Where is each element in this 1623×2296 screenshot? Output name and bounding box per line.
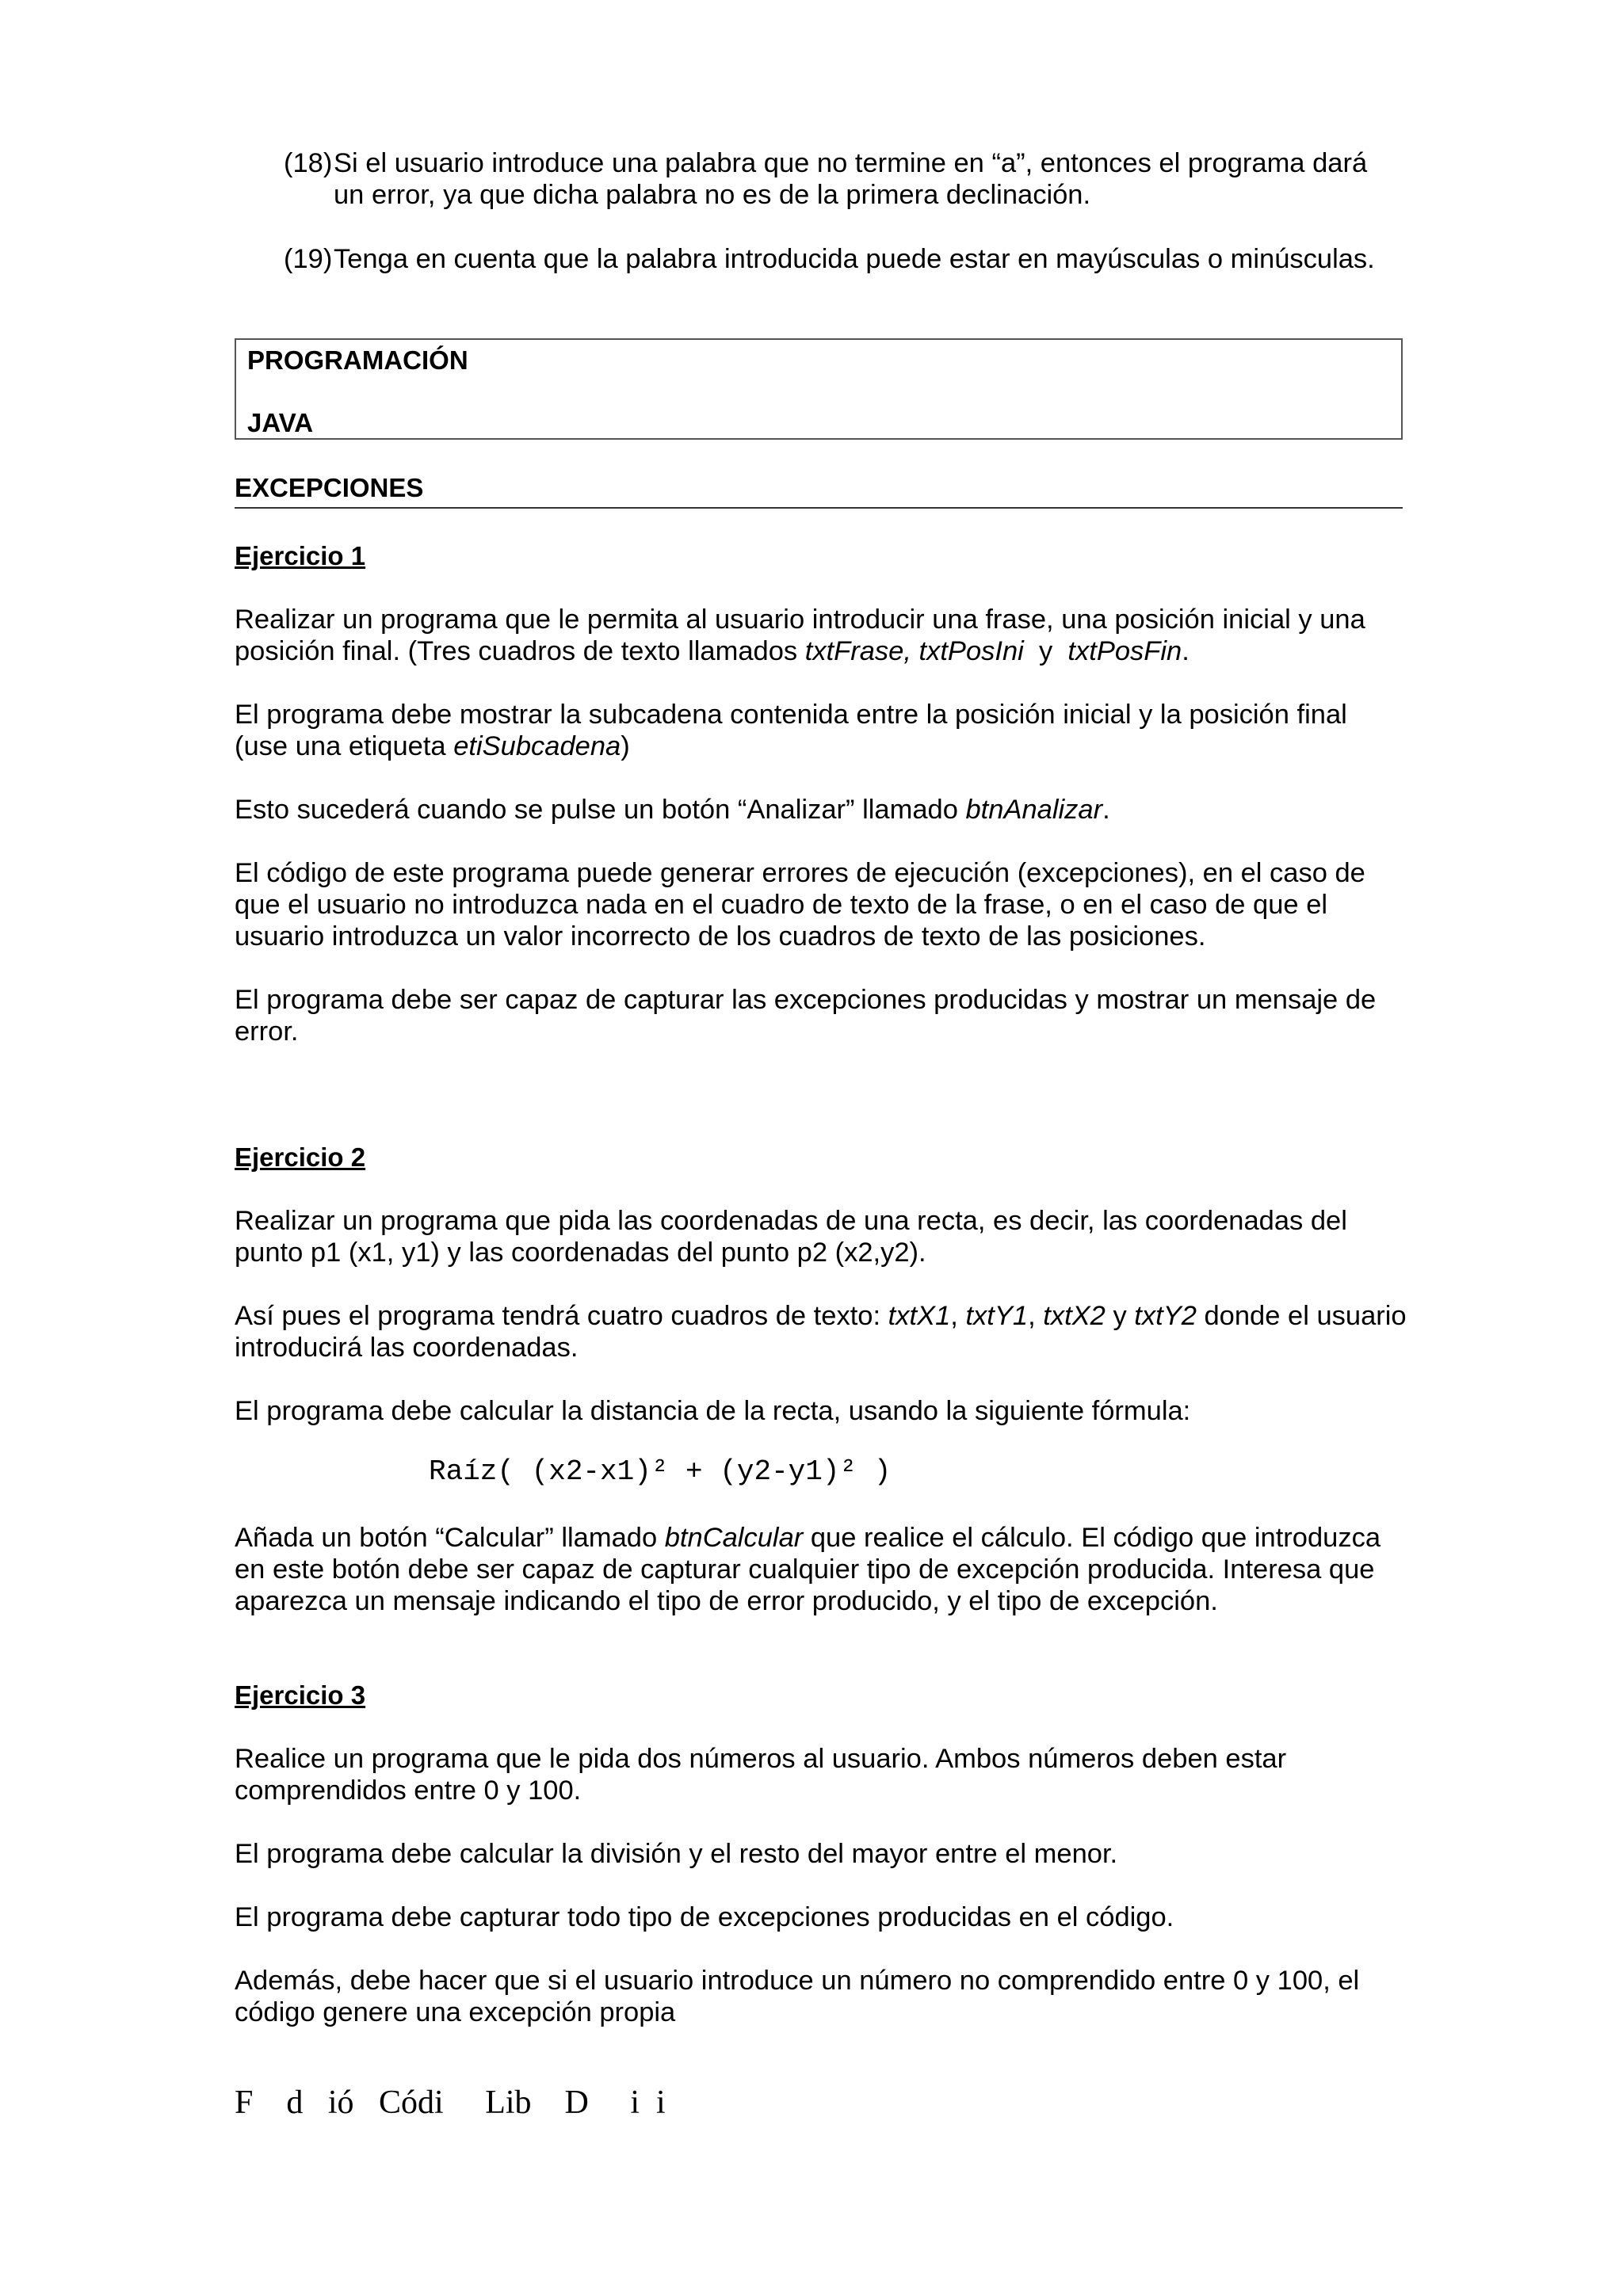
list-item-18	[284, 147, 1409, 211]
exercise-3-paragraph-1: Realice un programa que le pida dos números al usuario. Ambos números deben estar comprendidos entre 0 y 100.	[235, 1744, 1287, 1806]
exercise-2-paragraph-4: Añada un botón “Calcular” llamado btnCalcular que realice el cálculo. El código que introduzca en este botón debe ser capaz de capturar cualquier tipo de excepción producida. Interesa que aparezca un mensaje indicando el tipo de error producido, y el tipo de excepción.	[235, 1523, 1381, 1616]
code-identifier: txtFrase, txtPosIni	[804, 636, 1024, 666]
exercise-1-heading: Ejercicio 1	[235, 541, 366, 570]
section-title: EXCEPCIONES	[235, 473, 424, 502]
course-header-box	[235, 338, 1403, 440]
exercise-3-paragraph-4: Además, debe hacer que si el usuario introduce un número no comprendido entre 0 y 100, el código genere una excepción propia	[235, 1966, 1360, 2027]
exercise-2-paragraph-1: Realizar un programa que pida las coordenadas de una recta, es decir, las coordenadas del punto p1 (x1, y1) y las coordenadas del punto p2 (x2,y2).	[235, 1206, 1347, 1268]
code-identifier: etiSubcadena	[453, 731, 621, 761]
exercise-1-paragraph-1: Realizar un programa que le permita al usuario introducir una frase, una posición inicial y una posición final. (Tres cuadros de texto llamados txtFrase, txtPosIni y txtPosFin.	[235, 605, 1365, 666]
page-footer: F d ió Códi Lib D i i	[235, 2084, 666, 2121]
distance-formula: Raíz( (x2-x1)² + (y2-y1)² )	[429, 1455, 892, 1488]
course-subtitle: JAVA	[247, 408, 314, 437]
list-number: (18)	[284, 148, 333, 178]
list-item-19	[284, 243, 1409, 275]
code-identifier: txtX2	[1043, 1301, 1106, 1331]
code-identifier: btnCalcular	[664, 1523, 804, 1553]
exercise-3-paragraph-2: El programa debe calcular la división y el resto del mayor entre el menor.	[235, 1839, 1118, 1869]
code-identifier: btnAnalizar	[965, 795, 1103, 825]
exercise-1-paragraph-5: El programa debe ser capaz de capturar las excepciones producidas y mostrar un mensaje de error.	[235, 985, 1377, 1047]
code-identifier: txtY1	[965, 1301, 1029, 1331]
exercise-2-paragraph-2: Así pues el programa tendrá cuatro cuadros de texto: txtX1, txtY1, txtX2 y txtY2 donde el usuario introducirá las coordenadas.	[235, 1301, 1407, 1363]
exercise-1-paragraph-2: El programa debe mostrar la subcadena contenida entre la posición inicial y la posición final (use una etiqueta etiSubcadena)	[235, 700, 1347, 761]
course-title: PROGRAMACIÓN	[247, 345, 468, 375]
code-identifier: txtPosFin	[1067, 636, 1182, 666]
exercise-2-paragraph-3: El programa debe calcular la distancia de la recta, usando la siguiente fórmula:	[235, 1396, 1191, 1426]
exercise-1-paragraph-3: Esto sucederá cuando se pulse un botón “Analizar” llamado btnAnalizar.	[235, 795, 1110, 825]
exercise-3-paragraph-3: El programa debe capturar todo tipo de excepciones producidas en el código.	[235, 1902, 1174, 1932]
section-divider	[235, 507, 1403, 509]
list-item-line: Si el usuario introduce una palabra que no termine en “a”, entonces el programa dará	[334, 148, 1368, 178]
list-number: (19)	[284, 244, 333, 274]
code-identifier: txtY2	[1134, 1301, 1197, 1331]
exercise-2-heading: Ejercicio 2	[235, 1142, 366, 1172]
exercise-1-paragraph-4: El código de este programa puede generar errores de ejecución (excepciones), en el caso de que el usuario no introduzca nada en el cuadro de texto de la frase, o en el caso de que el usuario introduzca un valor incorrecto de los cuadros de texto de las posiciones.	[235, 858, 1365, 952]
code-identifier: txtX1	[888, 1301, 951, 1331]
list-item-line: un error, ya que dicha palabra no es de la primera declinación.	[334, 180, 1091, 210]
exercise-3-heading: Ejercicio 3	[235, 1680, 366, 1710]
list-item-line: Tenga en cuenta que la palabra introducida puede estar en mayúsculas o minúsculas.	[334, 244, 1375, 274]
